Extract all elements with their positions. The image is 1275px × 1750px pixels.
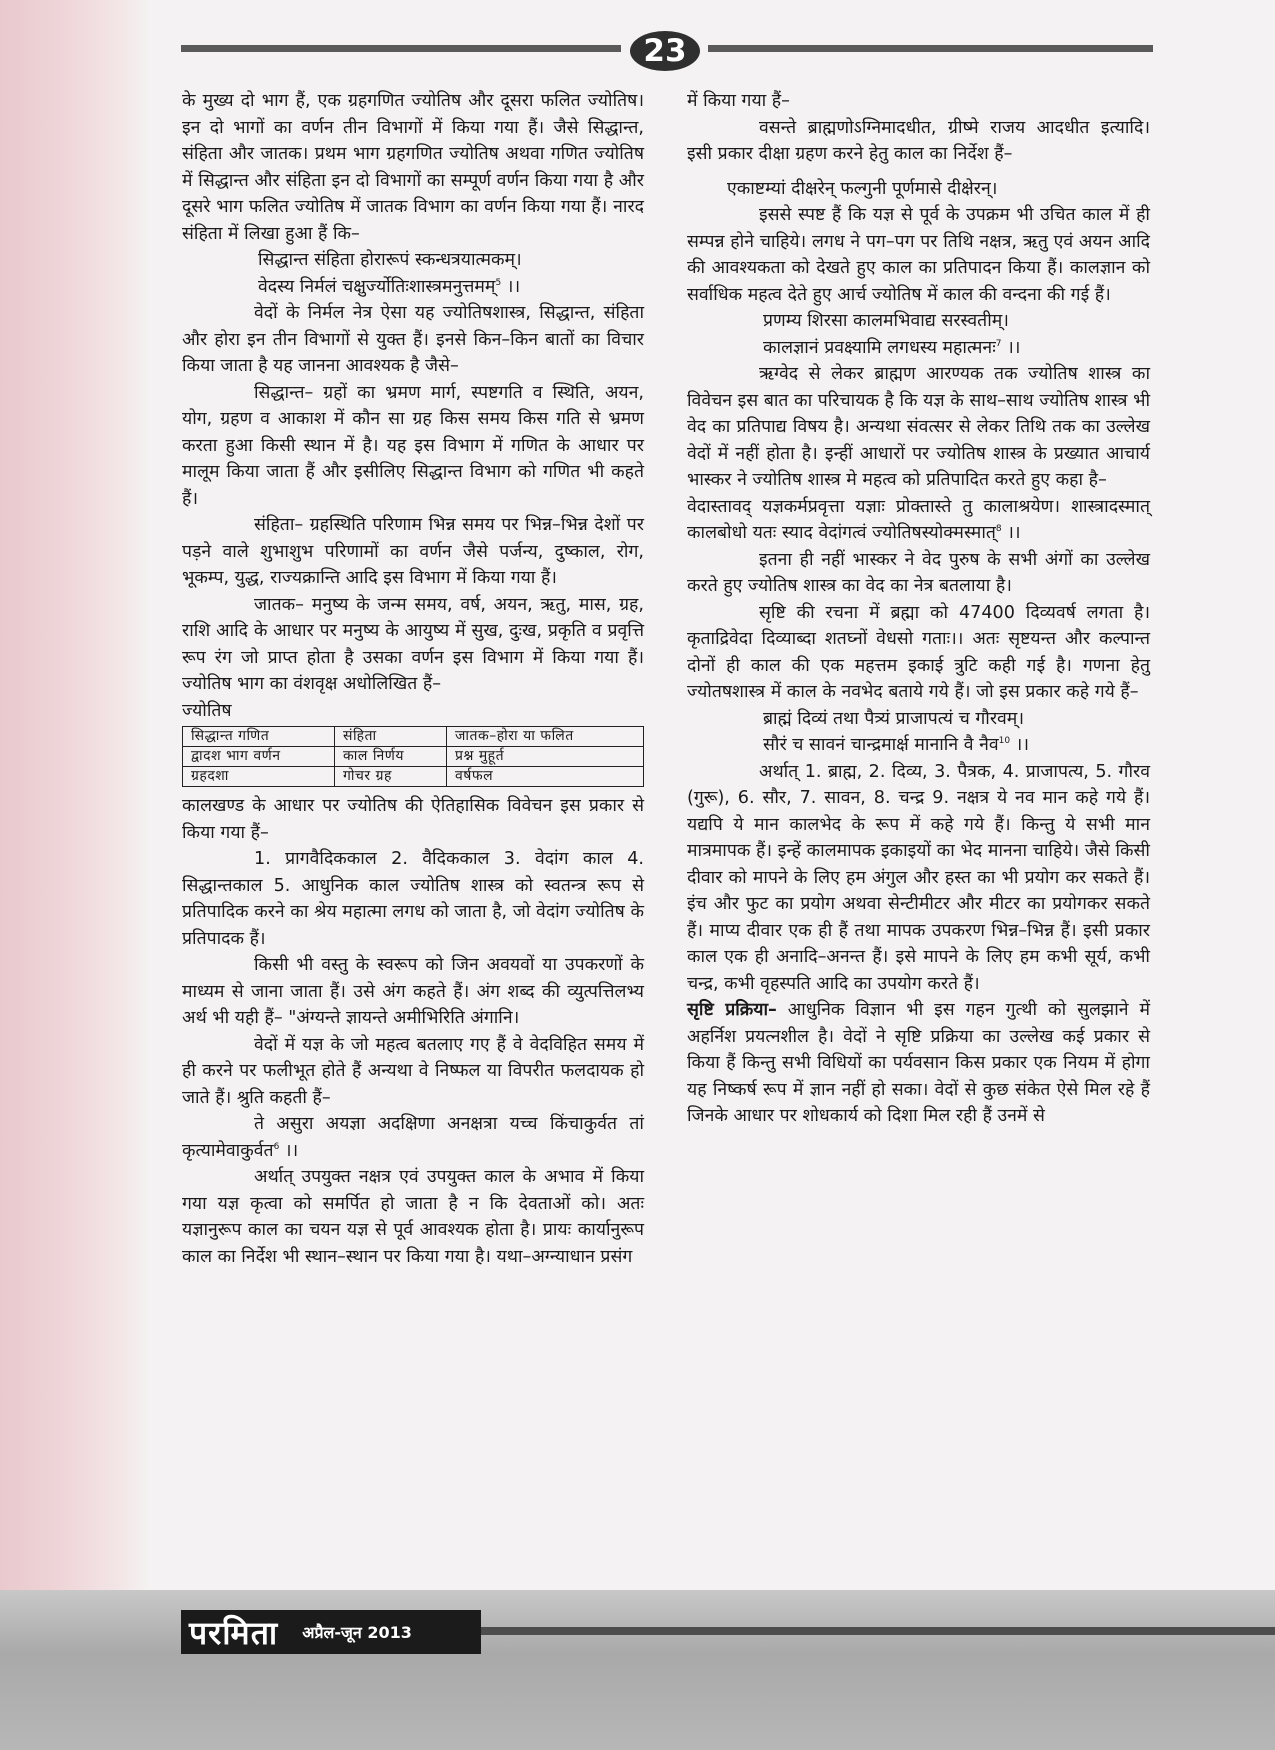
table-cell: वर्षफल [447, 767, 644, 787]
paragraph: में किया गया हैं– [687, 91, 790, 111]
paragraph: वेदों के निर्मल नेत्र ऐसा यह ज्योतिषशास्त्र, सिद्धान्त, संहिता और होरा इन तीन विभागों से युक्त हैं। इनसे किन–किन बातों का विचार किया जाता है यह जानना आवश्यक है जैसे– [182, 303, 644, 376]
paragraph: इससे स्पष्ट हैं कि यज्ञ से पूर्व के उपक्रम भी उचित काल में ही सम्पन्न होने चाहिये। लगध ने पग–पग पर तिथि नक्षत्र, ऋतु एवं अयन आदि की आवश्यकता को देखते हुए काल का प्रतिपादन किया हैं। कालज्ञान को सर्वाधिक महत्व देते हुए आर्च ज्योतिष में काल की वन्दना की गई हैं। [687, 205, 1150, 305]
verse-line: सिद्धान्त संहिता होरारूपं स्कन्धत्रयात्मकम्। [258, 250, 522, 270]
left-column [182, 88, 644, 1270]
magazine-name: परमिता [189, 1613, 279, 1652]
paragraph: सिद्धान्त– ग्रहों का भ्रमण मार्ग, स्पष्टगति व स्थिति, अयन, योग, ग्रहण व आकाश में कौन सा ग्रह किस समय किस गति से भ्रमण करता हुआ किसी स्थान में है। यह इस विभाग में गणित के आधार पर मालूम किया जाता हैं और इसीलिए सिद्धान्त विभाग को गणित भी कहते हैं। [182, 382, 644, 509]
paragraph: वेदास्तावद् यज्ञकर्मप्रवृत्ता यज्ञाः प्रोक्तास्ते तु कालाश्रयेण। शास्त्रादस्मात् कालबोधो यतः स्याद वेदांगत्वं ज्योतिषस्योक्मस्मात्$^8$ ।। [687, 496, 1150, 543]
verse-line: वेदस्य निर्मलं चक्षुर्ज्योतिःशास्त्रमनुत्तमम्$^5$ ।। [258, 276, 521, 297]
paragraph: संहिता– ग्रहस्थिति परिणाम भिन्न समय पर भिन्न–भिन्न देशों पर पड़ने वाले शुभाशुभ परिणामों का वर्णन जैसे पर्जन्य, दुष्काल, रोग, भूकम्प, युद्ध, राज्यक्रान्ति आदि इस विभाग में किया गया हैं। [182, 515, 644, 588]
table-cell: प्रश्न मुहूर्त [447, 747, 644, 767]
issue-date: अप्रैल-जून 2013 [302, 1623, 412, 1642]
verse-line: ब्राह्मं दिव्यं तथा पैत्र्यं प्राजापत्यं च गौरवम्। [763, 708, 1024, 729]
table-cell: सिद्धान्त गणित [183, 727, 335, 747]
verse-line: प्रणम्य शिरसा कालमभिवाद्य सरस्वतीम्। [763, 311, 1009, 331]
footnote-ref: 5 [495, 277, 502, 288]
table-cell: गोचर ग्रह [335, 767, 447, 787]
table-row [183, 747, 644, 767]
paragraph: सृष्टि प्रक्रिया– आधुनिक विज्ञान भी इस गहन गुत्थी को सुलझाने में अहर्निश प्रयत्नशील है। वेदों ने सृष्टि प्रक्रिया का उल्लेख कई प्रकार से किया हैं किन्तु सभी विधियों का पर्यवसान किस प्रकार एक नियम में होगा यह निष्कर्ष रूप में ज्ञान नहीं हो सका। वेदों से कुछ संकेत ऐसे मिल रहे हैं जिनके आधार पर शोधकार्य को दिशा मिल रही हैं उनमें से [687, 1000, 1150, 1126]
paragraph: ऋग्वेद से लेकर ब्राह्मण आरण्यक तक ज्योतिष शास्त्र का विवेचन इस बात का परिचायक है कि यज्ञ के साथ–साथ ज्योतिष शास्त्र भी वेद का प्रतिपाद्य विषय है। अन्यथा संवत्सर से लेकर तिथि तक का उल्लेख वेदों में नहीं होता है। इन्हीं आधारों पर ज्योतिष शास्त्र के प्रख्यात आचार्य भास्कर ने ज्योतिष शास्त्र मे महत्व को प्रतिपादित करते हुए कहा है– [687, 364, 1150, 490]
paragraph: इतना ही नहीं भास्कर ने वेद पुरुष के सभी अंगों का उल्लेख करते हुए ज्योतिष शास्त्र का वेद का नेत्र बतलाया है। [687, 549, 1150, 596]
footnote-ref: 10 [998, 736, 1011, 747]
table-row [183, 727, 644, 747]
paragraph: जातक– मनुष्य के जन्म समय, वर्ष, अयन, ऋतु, मास, ग्रह, राशि आदि के आधार पर मनुष्य के आयुष्य में सुख, दुःख, प्रकृति व प्रवृत्ति रूप रंग जो प्राप्त होता है उसका वर्णन इस विभाग में किया गया हैं। ज्योतिष भाग का वंशवृक्ष अधोलिखित हैं– [182, 594, 644, 694]
footer-brand [181, 1610, 481, 1654]
verse-line: कालज्ञानं प्रवक्ष्यामि लगधस्य महात्मनः$^7$ ।। [763, 337, 1021, 358]
paragraph: अर्थात् उपयुक्त नक्षत्र एवं उपयुक्त काल के अभाव में किया गया यज्ञ कृत्वा को समर्पित हो जाता है न कि देवताओं को। अतः यज्ञानुरूप काल का चयन यज्ञ से पूर्व आवश्यक होता है। प्रायः कार्यानुरूप काल का निर्देश भी स्थान–स्थान पर किया गया है। यथा–अग्न्याधान प्रसंग [182, 1167, 644, 1267]
paragraph: अर्थात् 1. ब्राह्म, 2. दिव्य, 3. पैत्रक, 4. प्राजापत्य, 5. गौरव (गुरू), 6. सौर, 7. सावन, 8. चन्द्र 9. नक्षत्र ये नव मान कहे गये हैं। यद्यपि ये मान कालभेद के रूप में कहे गये हैं। किन्तु ये सभी मान मात्रमापक हैं। इन्हें कालमापक इकाइयों का भेद मानना चाहिये। जैसे किसी दीवार को मापने के लिए हम अंगुल और हस्त का भी प्रयोग कर सकते हैं। इंच और फुट का प्रयोग अथवा सेन्टीमीटर और मीटर का प्रयोगकर सकते हैं। माप्य दीवार एक ही हैं तथा मापक उपकरण भिन्न–भिन्न हैं। इसी प्रकार काल एक ही अनादि–अनन्त हैं। इसे मापने के लिए हम कभी सूर्य, कभी चन्द्र, कभी वृहस्पति आदि का उपयोग करते हैं। [687, 761, 1150, 994]
table-cell: जातक–होरा या फलित [447, 727, 644, 747]
jyotish-tree-table [182, 726, 644, 787]
page-number: 23 [630, 31, 700, 71]
paragraph: के मुख्य दो भाग हैं, एक ग्रहगणित ज्योतिष और दूसरा फलित ज्योतिष। इन दो भागों का वर्णन तीन विभागों में किया गया हैं। जैसे सिद्धान्त, संहिता और जातक। प्रथम भाग ग्रहगणित ज्योतिष अथवा गणित ज्योतिष में सिद्धान्त और संहिता इन दो विभागों का सम्पूर्ण वर्णन किया गया है और दूसरे भाग फलित ज्योतिष में जातक विभाग का वर्णन किया गया हैं। नारद संहिता में लिखा हुआ हैं कि– [182, 91, 644, 244]
footnote-ref: 7 [995, 338, 1002, 349]
table-cell: काल निर्णय [335, 747, 447, 767]
paragraph: 1. प्रागवैदिककाल 2. वैदिककाल 3. वेदांग काल 4. सिद्धान्तकाल 5. आधुनिक काल ज्योतिष शास्त्र को स्वतन्त्र रूप से प्रतिपादिक करने का श्रेय महात्मा लगध को जाता है, जो वेदांग ज्योतिष के प्रतिपादक हैं। [182, 849, 644, 949]
paragraph: सृष्टि की रचना में ब्रह्मा को 47400 दिव्यवर्ष लगता है। कृताद्रिवेदा दिव्याब्दा शतघ्नों वेधसो गताः।। अतः सृष्टयन्त और कल्पान्त दोनों ही काल की एक महत्तम इकाई त्रुटि कही गई है। गणना हेतु ज्योतषशास्त्र में काल के नवभेद बताये गये हैं। जो इस प्रकार कहे गये हैं– [687, 602, 1150, 702]
table-cell: द्वादश भाग वर्णन [183, 747, 335, 767]
header-rule-left [181, 45, 621, 52]
paragraph: ते असुरा अयज्ञा अदक्षिणा अनक्षत्रा यच्च किंचाकुर्वत तां कृत्यामेवाकुर्वत$^6$ ।। [182, 1114, 644, 1161]
verse-line: एकाष्टम्यां दीक्षरेन् फल्गुनी पूर्णमासे दीक्षेरन्। [727, 178, 998, 199]
right-column [687, 88, 1150, 1130]
page-binding-shadow [0, 0, 150, 1750]
footnote-ref: 6 [273, 1141, 280, 1152]
section-heading: सृष्टि प्रक्रिया– [687, 1000, 777, 1020]
table-cell: संहिता [335, 727, 447, 747]
paragraph: किसी भी वस्तु के स्वरूप को जिन अवयवों या उपकरणों के माध्यम से जाना जाता हैं। उसे अंग कहते हैं। अंग शब्द की व्युत्पत्तिलभ्य अर्थ भी यही हैं– "अंग्यन्ते ज्ञायन्ते अमीभिरिति अंगानि। [182, 955, 644, 1028]
tree-title: ज्योतिष [182, 700, 232, 721]
verse-line: सौरं च सावनं चान्द्रमार्क्ष मानानि वै नैव$^{10}$ ।। [763, 735, 1030, 755]
footnote-ref: 8 [995, 524, 1002, 535]
paragraph: वेदों में यज्ञ के जो महत्व बतलाए गए हैं वे वेदविहित समय में ही करने पर फलीभूत होते हैं अन्यथा वे निष्फल या विपरीत फलदायक हो जाते हैं। श्रुति कहती हैं– [182, 1034, 644, 1108]
header-rule-right [708, 45, 1153, 52]
paragraph: वसन्ते ब्राह्मणोऽग्निमादधीत, ग्रीष्मे राजय आदधीत इत्यादि। इसी प्रकार दीक्षा ग्रहण करने हेतु काल का निर्देश हैं– [687, 117, 1150, 164]
table-cell: ग्रहदशा [183, 767, 335, 787]
table-row [183, 767, 644, 787]
paragraph: कालखण्ड के आधार पर ज्योतिष की ऐतिहासिक विवेचन इस प्रकार से किया गया हैं– [182, 796, 644, 843]
